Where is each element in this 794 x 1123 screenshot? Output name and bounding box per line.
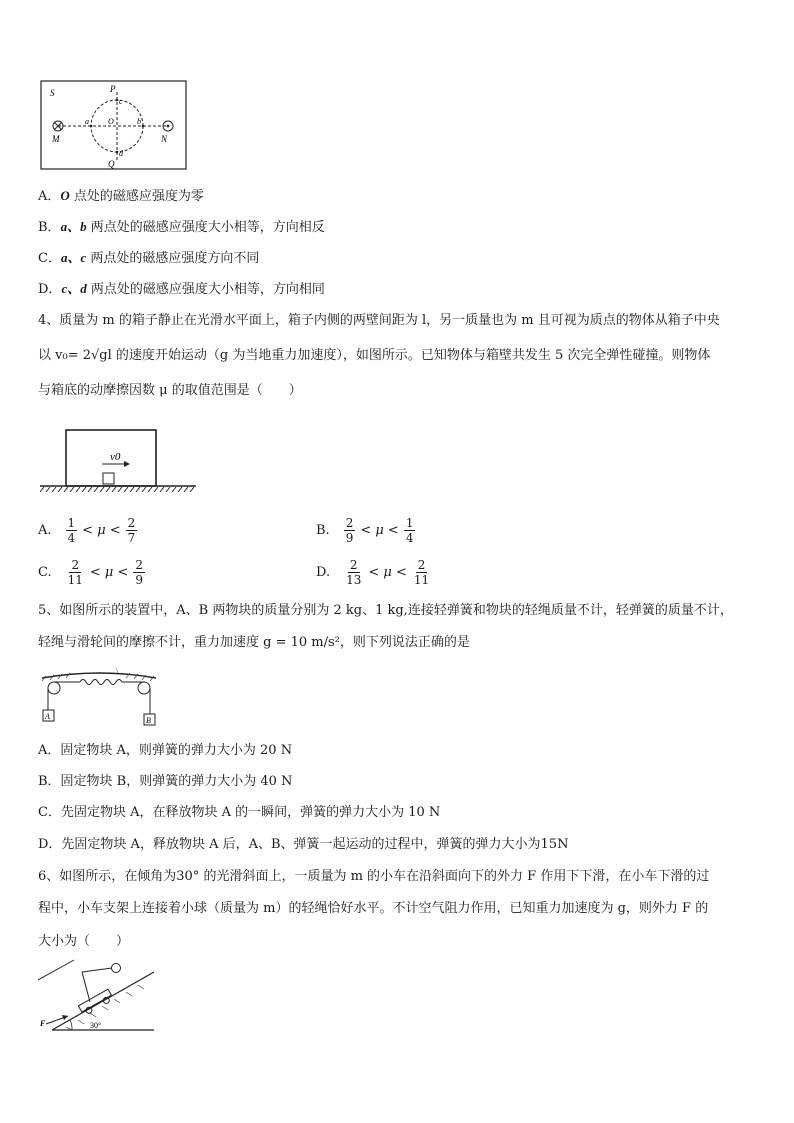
option-text: 两点处的磁感应强度大小相等，方向相反 bbox=[86, 220, 325, 235]
option-letter: C． bbox=[38, 251, 61, 266]
label-m: M bbox=[52, 134, 60, 144]
angle-label: 30° bbox=[90, 1021, 102, 1030]
option-text: 两点处的磁感应强度大小相等，方向相同 bbox=[86, 282, 325, 297]
block-b-label: B bbox=[146, 716, 151, 725]
q3-option-b bbox=[38, 218, 325, 237]
q6-line-2: 程中，小车支架上连接着小球（质量为 m）的轻绳恰好水平。不计空气阻力作用，已知重力加速度为 g，则外力 F 的 bbox=[38, 901, 709, 916]
q5-option-c: C．先固定物块 A，在释放物块 A 的一瞬间，弹簧的弹力大小为 10 N bbox=[38, 805, 441, 820]
option-text: 两点处的磁感应强度方向不同 bbox=[86, 251, 260, 266]
q4-option-a bbox=[38, 516, 139, 545]
q6-line-3: 大小为（ ） bbox=[38, 934, 130, 949]
q4-option-b bbox=[316, 516, 417, 545]
option-letter: B． bbox=[38, 220, 61, 235]
option-var: a、c bbox=[60, 250, 87, 265]
label-o: O bbox=[108, 117, 114, 126]
option-letter: B. bbox=[316, 523, 330, 538]
option-var: O bbox=[60, 188, 70, 203]
q4-option-c bbox=[38, 558, 147, 587]
q5-line-1: 5、如图所示的装置中，A、B 两物块的质量分别为 2 kg、1 kg,连接轻弹簧和物块的轻绳质量不计，轻弹簧的质量不计， bbox=[38, 603, 733, 618]
label-a: a bbox=[85, 117, 89, 126]
q5-option-b: B．固定物块 B，则弹簧的弹力大小为 40 N bbox=[38, 774, 293, 789]
option-letter: C. bbox=[38, 565, 52, 580]
q5-option-d: D．先固定物块 A，释放物块 A 后，A、B、弹簧一起运动的过程中，弹簧的弹力大小为15N bbox=[38, 837, 569, 852]
fraction-low: $\frac{2}{9}$ bbox=[345, 516, 354, 545]
incline-cart-figure bbox=[38, 958, 158, 1036]
mu-symbol: < μ < bbox=[89, 565, 129, 580]
label-d: d bbox=[119, 149, 123, 158]
q4-line-3: 与箱底的动摩擦因数 μ 的取值范围是（ ） bbox=[38, 383, 302, 398]
q3-option-c bbox=[38, 249, 259, 268]
option-letter: A． bbox=[38, 189, 61, 204]
fraction-low: $\frac{1}{4}$ bbox=[67, 516, 76, 545]
box-on-floor-figure bbox=[40, 428, 200, 492]
label-n: N bbox=[161, 134, 168, 144]
pulley-spring-figure bbox=[40, 664, 160, 728]
q4-option-d bbox=[316, 558, 433, 587]
label-s: S bbox=[50, 88, 55, 98]
fraction-high: $\frac{1}{4}$ bbox=[405, 516, 414, 545]
v0-label: v0 bbox=[110, 451, 121, 463]
mu-symbol: < μ < bbox=[360, 523, 399, 538]
q5-option-a: A．固定物块 A，则弹簧的弹力大小为 20 N bbox=[38, 743, 293, 758]
option-text: 点处的磁感应强度为零 bbox=[69, 189, 204, 204]
svg-text:\: \ bbox=[116, 666, 119, 675]
q4-line-1: 4、质量为 m 的箱子静止在光滑水平面上，箱子内侧的两壁间距为 l，另一质量也为 m 且可视为质点的物体从箱子中央 bbox=[38, 313, 720, 328]
option-letter: D. bbox=[316, 565, 331, 580]
q4-line-2 bbox=[38, 347, 710, 365]
q3-option-a bbox=[38, 187, 204, 206]
label-p: P bbox=[110, 84, 116, 94]
q3-option-d bbox=[38, 280, 325, 299]
q4-formula: 以 v₀= 2√gl bbox=[38, 348, 112, 363]
magnetic-field-figure bbox=[40, 80, 188, 172]
fraction-high: $\frac{2}{9}$ bbox=[135, 558, 144, 587]
q5-line-2: 轻绳与滑轮间的摩擦不计，重力加速度 g = 10 m/s²，则下列说法正确的是 bbox=[38, 635, 470, 650]
option-var: a、b bbox=[60, 219, 87, 234]
fraction-high: $\frac{2}{11}$ bbox=[413, 558, 430, 587]
option-letter: A. bbox=[38, 523, 52, 538]
label-b: b bbox=[137, 117, 141, 126]
q4-line-2-text: 的速度开始运动（g 为当地重力加速度），如图所示。已知物体与箱壁共发生 5 次完全弹性碰撞。则物体 bbox=[111, 348, 711, 363]
option-var: c、d bbox=[61, 281, 87, 296]
fraction-low: $\frac{2}{13}$ bbox=[346, 558, 362, 587]
block-a-label: A bbox=[45, 712, 50, 721]
mu-symbol: < μ < bbox=[368, 565, 407, 580]
q6-line-1: 6、如图所示，在倾角为30° 的光滑斜面上，一质量为 m 的小车在沿斜面向下的外力 F 作用下下滑，在小车下滑的过 bbox=[38, 869, 710, 884]
mu-symbol: < μ < bbox=[82, 523, 121, 538]
label-q: Q bbox=[108, 159, 115, 169]
force-label: F bbox=[40, 1019, 46, 1028]
option-letter: D． bbox=[38, 282, 62, 297]
fraction-high: $\frac{2}{7}$ bbox=[127, 516, 136, 545]
label-c: c bbox=[119, 97, 123, 106]
fraction-low: $\frac{2}{11}$ bbox=[67, 558, 83, 587]
